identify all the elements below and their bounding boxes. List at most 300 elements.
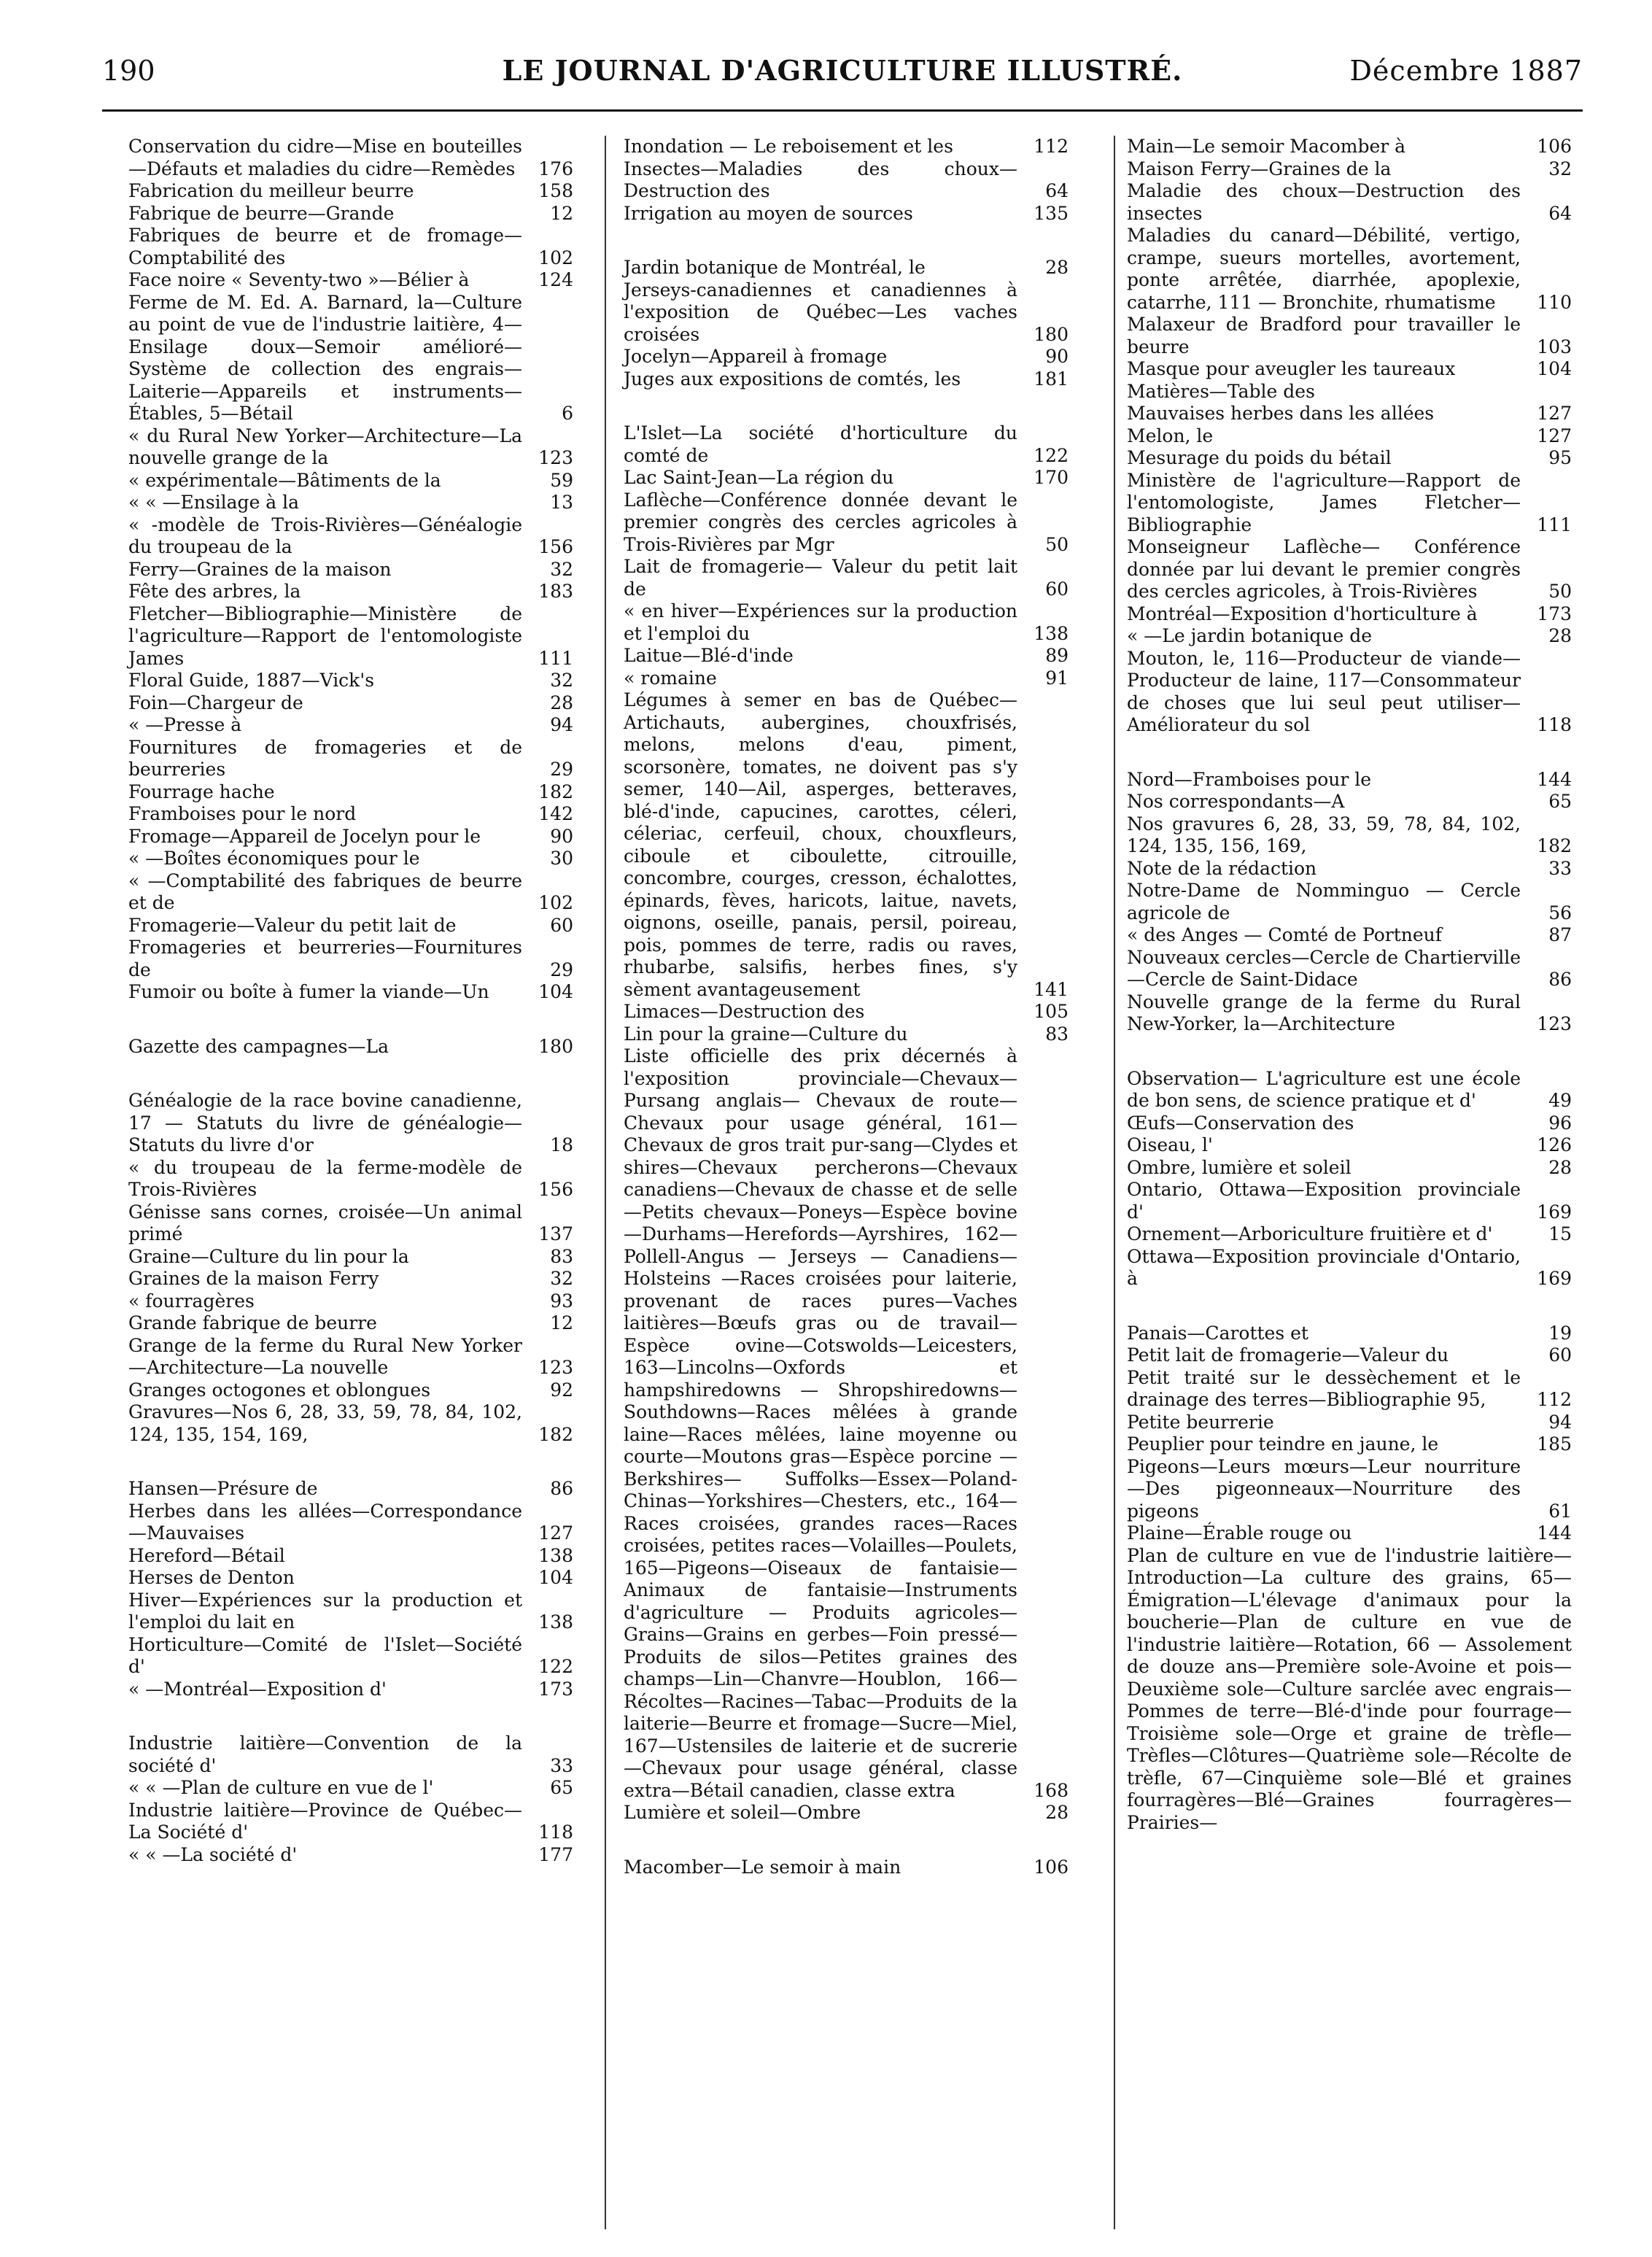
entry-page-number: 138 xyxy=(1029,623,1069,646)
entry-text: Insectes—Maladies des choux—Destruction des xyxy=(624,158,1017,201)
index-entry xyxy=(128,781,573,804)
entry-page-number: 64 xyxy=(1041,180,1069,203)
entry-page-number: 94 xyxy=(546,714,573,737)
entry-page-number: 182 xyxy=(534,1424,573,1447)
entry-text: Fabriques de beurre et de fromage—Comptabilité des xyxy=(128,225,522,268)
entry-page-number: 60 xyxy=(1544,1344,1572,1367)
entry-page-number: 176 xyxy=(534,158,573,181)
entry-text: Industrie laitière—Province de Québec—La Société d' xyxy=(128,1799,522,1843)
index-entry xyxy=(1127,1412,1572,1434)
entry-text: L'Islet—La société d'horticulture du comté de xyxy=(624,422,1017,466)
entry-text: Melon, le xyxy=(1127,425,1214,446)
entry-page-number: 33 xyxy=(546,1755,573,1778)
section-gap xyxy=(624,225,1069,257)
index-entry xyxy=(128,1590,573,1634)
index-entry xyxy=(128,292,573,425)
entry-page-number: 28 xyxy=(1544,1157,1572,1180)
entry-page-number: 19 xyxy=(1544,1323,1572,1345)
entry-text: Fromage—Appareil de Jocelyn pour le xyxy=(128,825,481,847)
index-entry xyxy=(624,136,1069,158)
entry-text: Ontario, Ottawa—Exposition provinciale d' xyxy=(1127,1179,1521,1223)
entry-text: Fête des arbres, la xyxy=(128,581,301,602)
index-entry xyxy=(128,470,573,492)
entry-text: « —Presse à xyxy=(128,714,242,735)
index-entry xyxy=(1127,1223,1572,1246)
entry-page-number: 126 xyxy=(1532,1134,1572,1157)
index-entry xyxy=(624,1045,1069,1802)
entry-text: Lait de fromagerie— Valeur du petit lait de xyxy=(624,556,1017,600)
index-entry xyxy=(128,915,573,937)
index-entry xyxy=(1127,603,1572,626)
entry-page-number: 86 xyxy=(1544,969,1572,991)
entry-text: Face noire « Seventy-two »—Bélier à xyxy=(128,269,470,290)
index-entry xyxy=(624,467,1069,489)
entry-page-number: 111 xyxy=(1532,514,1572,537)
index-entry xyxy=(624,368,1069,391)
index-entry xyxy=(128,1312,573,1335)
entry-text: « « —Plan de culture en vue de l' xyxy=(128,1777,434,1798)
entry-text: Granges octogones et oblongues xyxy=(128,1379,431,1401)
index-entry xyxy=(128,514,573,559)
entry-page-number: 32 xyxy=(546,1268,573,1290)
entry-text: Fromageries et beurreries—Fournitures de xyxy=(128,937,522,980)
index-entry xyxy=(1127,180,1572,225)
section-gap xyxy=(624,1824,1069,1857)
index-entry xyxy=(128,559,573,581)
index-entry xyxy=(128,670,573,692)
entry-page-number: 89 xyxy=(1041,645,1069,667)
index-entry xyxy=(1127,858,1572,880)
entry-text: Grange de la ferme du Rural New Yorker—Architecture—La nouvelle xyxy=(128,1334,522,1378)
entry-text: Notre-Dame de Nomminguo — Cercle agricole de xyxy=(1127,880,1521,924)
index-entry xyxy=(128,1733,573,1777)
entry-page-number: 122 xyxy=(534,1656,573,1679)
index-entry xyxy=(128,1634,573,1679)
index-entry xyxy=(128,1478,573,1501)
index-column-left xyxy=(128,136,573,1866)
index-entry xyxy=(624,158,1069,203)
index-entry xyxy=(128,981,573,1004)
entry-page-number: 93 xyxy=(546,1290,573,1313)
entry-text: Lin pour la graine—Culture du xyxy=(624,1023,908,1045)
index-entry xyxy=(1127,470,1572,537)
index-entry xyxy=(128,1545,573,1568)
section-gap xyxy=(128,1004,573,1036)
entry-page-number: 13 xyxy=(546,492,573,514)
index-entry xyxy=(128,1844,573,1867)
section-gap xyxy=(1127,1290,1572,1323)
entry-page-number: 65 xyxy=(546,1777,573,1800)
entry-page-number: 28 xyxy=(1544,625,1572,648)
index-entry xyxy=(128,1379,573,1402)
entry-text: Mesurage du poids du bétail xyxy=(1127,447,1392,468)
index-entry xyxy=(1127,769,1572,791)
entry-page-number: 183 xyxy=(534,581,573,603)
entry-text: Nord—Framboises pour le xyxy=(1127,768,1372,790)
section-gap xyxy=(128,1058,573,1090)
entry-text: Mouton, le, 116—Producteur de viande—Producteur de laine, 117—Consommateur de choses que lui seul peut utiliser—Améliorateur du sol xyxy=(1127,647,1521,735)
entry-page-number: 104 xyxy=(534,981,573,1004)
index-entry xyxy=(1127,136,1572,158)
index-entry xyxy=(624,645,1069,667)
index-entry xyxy=(128,1401,573,1446)
entry-text: Main—Le semoir Macomber à xyxy=(1127,136,1406,157)
index-entry xyxy=(128,1800,573,1844)
entry-text: Maladie des choux—Destruction des insectes xyxy=(1127,180,1521,224)
entry-page-number: 91 xyxy=(1041,667,1069,690)
entry-text: Peuplier pour teindre en jaune, le xyxy=(1127,1433,1439,1455)
entry-page-number: 32 xyxy=(546,559,573,581)
entry-page-number: 60 xyxy=(546,915,573,937)
column-divider xyxy=(1114,136,1115,2229)
index-entry xyxy=(128,1567,573,1590)
entry-text: Juges aux expositions de comtés, les xyxy=(624,368,961,390)
entry-page-number: 29 xyxy=(546,959,573,982)
entry-text: Herbes dans les allées—Correspondance—Mauvaises xyxy=(128,1500,522,1544)
entry-text: Œufs—Conservation des xyxy=(1127,1112,1354,1134)
index-entry xyxy=(128,1679,573,1701)
entry-text: Fabrique de beurre—Grande xyxy=(128,202,395,224)
index-entry xyxy=(128,1501,573,1545)
index-entry xyxy=(624,489,1069,557)
entry-text: Foin—Chargeur de xyxy=(128,692,303,713)
entry-page-number: 32 xyxy=(546,670,573,692)
entry-text: « du Rural New Yorker—Architecture—La nouvelle grange de la xyxy=(128,425,522,468)
entry-text: Plaine—Érable rouge ou xyxy=(1127,1522,1352,1544)
entry-text: Floral Guide, 1887—Vick's xyxy=(128,670,375,691)
index-entry xyxy=(128,937,573,981)
index-entry xyxy=(624,667,1069,690)
index-entry xyxy=(1127,447,1572,470)
entry-page-number: 15 xyxy=(1544,1223,1572,1246)
entry-page-number: 90 xyxy=(1041,346,1069,368)
entry-text: Jardin botanique de Montréal, le xyxy=(624,257,926,278)
entry-text: Jocelyn—Appareil à fromage xyxy=(624,346,888,367)
entry-text: Ferry—Graines de la maison xyxy=(128,558,392,580)
entry-text: Petit lait de fromagerie—Valeur du xyxy=(1127,1344,1449,1366)
entry-page-number: 106 xyxy=(1532,136,1572,158)
entry-page-number: 28 xyxy=(546,692,573,715)
entry-page-number: 168 xyxy=(1029,1780,1069,1803)
entry-text: Montréal—Exposition d'horticulture à xyxy=(1127,603,1478,624)
entry-text: Mauvaises herbes dans les allées xyxy=(1127,403,1435,424)
index-entry xyxy=(128,1157,573,1201)
entry-text: « —Le jardin botanique de xyxy=(1127,625,1372,646)
entry-text: Gravures—Nos 6, 28, 33, 59, 78, 84, 102, 124, 135, 154, 169, xyxy=(128,1401,522,1445)
entry-page-number: 124 xyxy=(534,269,573,292)
entry-page-number: 110 xyxy=(1532,292,1572,314)
entry-page-number: 61 xyxy=(1544,1501,1572,1523)
entry-page-number: 65 xyxy=(1544,791,1572,813)
entry-text: « fourragères xyxy=(128,1290,255,1312)
entry-text: Fournitures de fromageries et de beurreries xyxy=(128,736,522,780)
entry-page-number: 177 xyxy=(534,1844,573,1867)
entry-text: Malaxeur de Bradford pour travailler le beurre xyxy=(1127,314,1521,357)
entry-text: Note de la rédaction xyxy=(1127,857,1317,879)
entry-page-number: 158 xyxy=(534,180,573,203)
index-entry xyxy=(1127,991,1572,1036)
entry-text: Fumoir ou boîte à fumer la viande—Un xyxy=(128,981,489,1002)
entry-text: Plan de culture en vue de l'industrie laitière—Introduction—La culture des grains, 65—Émigration—L'élevage d'animaux pour la boucherie—Plan de culture en vue de l'industrie laitière—Rotation, 66 — Assolement de douze ans—Première sole-Avoine et pois—Deuxième sole—Culture sarclée avec engrais—Pommes de terre—Blé-d'inde pour fourrage—Troisième sole—Orge et graine de trèfle—Trèfles—Clôtures—Quatrième sole—Récolte de trèfle, 67—Cinquième sole—Blé et graines fourragères—Blé—Graines fourragères—Prairies— xyxy=(1127,1544,1572,1833)
index-entry xyxy=(1127,648,1572,737)
index-entry xyxy=(624,279,1069,347)
section-gap xyxy=(624,390,1069,422)
entry-text: Irrigation au moyen de sources xyxy=(624,202,913,224)
entry-text: Graines de la maison Ferry xyxy=(128,1268,379,1289)
index-entry xyxy=(624,1023,1069,1046)
entry-text: « —Boîtes économiques pour le xyxy=(128,848,420,869)
entry-text: Généalogie de la race bovine canadienne, 17 — Statuts du livre de généalogie—Statuts du livre d'or xyxy=(128,1090,522,1155)
entry-page-number: 138 xyxy=(534,1545,573,1568)
section-gap xyxy=(128,1700,573,1733)
entry-page-number: 122 xyxy=(1029,445,1069,468)
index-entry xyxy=(128,870,573,915)
page-number: 190 xyxy=(102,55,155,87)
index-entry xyxy=(1127,625,1572,648)
entry-page-number: 127 xyxy=(1532,403,1572,425)
entry-page-number: 118 xyxy=(534,1822,573,1844)
entry-text: Fourrage hache xyxy=(128,781,275,802)
entry-text: Nouveaux cercles—Cercle de Chartierville—Cercle de Saint-Didace xyxy=(1127,946,1521,990)
entry-page-number: 12 xyxy=(546,1312,573,1335)
entry-text: Horticulture—Comité de l'Islet—Société d' xyxy=(128,1633,522,1677)
page-header xyxy=(102,45,1583,96)
entry-page-number: 182 xyxy=(534,781,573,804)
entry-text: « —Montréal—Exposition d' xyxy=(128,1678,387,1700)
entry-text: Petite beurrerie xyxy=(1127,1411,1274,1433)
index-entry xyxy=(1127,1179,1572,1223)
index-entry xyxy=(1127,947,1572,991)
index-column-right xyxy=(1127,136,1572,1834)
entry-page-number: 137 xyxy=(534,1223,573,1246)
entry-text: Hiver—Expériences sur la production et l'emploi du lait en xyxy=(128,1589,522,1633)
entry-page-number: 56 xyxy=(1544,902,1572,925)
index-entry xyxy=(128,203,573,225)
index-entry xyxy=(128,269,573,292)
index-entry xyxy=(624,1802,1069,1824)
section-gap xyxy=(128,1446,573,1478)
entry-text: Lumière et soleil—Ombre xyxy=(624,1802,861,1823)
index-entry xyxy=(128,425,573,470)
entry-page-number: 156 xyxy=(534,536,573,559)
entry-text: Nos gravures 6, 28, 33, 59, 78, 84, 102, 124, 135, 156, 169, xyxy=(1127,813,1521,856)
index-entry xyxy=(624,1857,1069,1879)
entry-page-number: 127 xyxy=(1532,425,1572,448)
entry-text: Framboises pour le nord xyxy=(128,803,357,824)
entry-page-number: 181 xyxy=(1029,368,1069,391)
entry-page-number: 112 xyxy=(1532,1389,1572,1412)
entry-page-number: 102 xyxy=(534,247,573,270)
index-entry xyxy=(1127,381,1572,403)
entry-text: Laflèche—Conférence donnée devant le premier congrès des cercles agricoles à Trois-Rivières par Mgr xyxy=(624,489,1017,555)
column-divider xyxy=(605,136,606,2229)
index-entry xyxy=(1127,1367,1572,1412)
index-entry xyxy=(624,422,1069,467)
entry-text: Nouvelle grange de la ferme du Rural New-Yorker, la—Architecture xyxy=(1127,991,1521,1034)
entry-text: Ornement—Arboriculture fruitière et d' xyxy=(1127,1223,1493,1244)
entry-text: « des Anges — Comté de Portneuf xyxy=(1127,924,1443,945)
entry-text: « « —Ensilage à la xyxy=(128,492,300,513)
index-entry xyxy=(624,556,1069,600)
index-entry xyxy=(1127,791,1572,813)
entry-text: Légumes à semer en bas de Québec—Artichauts, aubergines, chouxfrisés, melons, melons d'eau, piment, scorsonère, tomates, ne doivent pas s'y semer, 140—Ail, asperges, betteraves, blé-d'inde, capucines, carottes, céleri, céleriac, cerfeuil, choux, chouxfleurs, ciboule et ciboulette, citrouille, concombre, courges, cresson, échalottes, épinards, fèves, haricots, laitue, navets, oignons, oseille, panais, persil, poireau, pois, pommes de terre, radis ou raves, rhubarbe, salsifis, herbes fines, s'y sèment avantageusement xyxy=(624,689,1017,1000)
index-entry xyxy=(128,826,573,848)
header-rule xyxy=(102,109,1583,112)
entry-page-number: 169 xyxy=(1532,1268,1572,1290)
index-entry xyxy=(1127,1157,1572,1180)
entry-text: Hansen—Présure de xyxy=(128,1478,318,1499)
entry-text: Grande fabrique de beurre xyxy=(128,1312,377,1333)
entry-page-number: 144 xyxy=(1532,1522,1572,1545)
entry-page-number: 135 xyxy=(1029,203,1069,225)
index-entry xyxy=(1127,536,1572,603)
entry-page-number: 49 xyxy=(1544,1090,1572,1112)
entry-text: Petit traité sur le dessèchement et le drainage des terres—Bibliographie 95, xyxy=(1127,1366,1521,1410)
entry-text: « en hiver—Expériences sur la production et l'emploi du xyxy=(624,600,1017,644)
entry-page-number: 6 xyxy=(557,403,573,425)
entry-text: Monseigneur Laflèche— Conférence donnée par lui devant le premier congrès des cercles agricoles, à Trois-Rivières xyxy=(1127,536,1521,602)
index-entry xyxy=(624,346,1069,368)
index-entry xyxy=(1127,1323,1572,1345)
entry-text: Limaces—Destruction des xyxy=(624,1001,865,1022)
entry-page-number: 18 xyxy=(546,1134,573,1157)
index-entry xyxy=(624,689,1069,1001)
entry-text: Conservation du cidre—Mise en bouteilles—Défauts et maladies du cidre—Remèdes xyxy=(128,136,522,179)
entry-page-number: 142 xyxy=(534,803,573,826)
entry-page-number: 33 xyxy=(1544,858,1572,880)
index-entry xyxy=(1127,1545,1572,1835)
entry-page-number: 29 xyxy=(546,759,573,781)
index-entry xyxy=(128,1201,573,1246)
entry-page-number: 112 xyxy=(1029,136,1069,158)
entry-page-number: 59 xyxy=(546,470,573,492)
index-entry xyxy=(128,803,573,826)
entry-page-number: 30 xyxy=(546,848,573,870)
entry-page-number: 169 xyxy=(1532,1201,1572,1224)
entry-text: Ottawa—Exposition provinciale d'Ontario, à xyxy=(1127,1245,1521,1289)
entry-text: « romaine xyxy=(624,667,717,689)
index-entry xyxy=(128,1090,573,1157)
entry-page-number: 105 xyxy=(1029,1001,1069,1023)
index-entry xyxy=(624,203,1069,225)
entry-page-number: 173 xyxy=(1532,603,1572,626)
index-column-middle xyxy=(624,136,1069,1878)
entry-page-number: 144 xyxy=(1532,769,1572,791)
entry-text: Ombre, lumière et soleil xyxy=(1127,1156,1352,1178)
entry-text: Ministère de l'agriculture—Rapport de l'entomologiste, James Fletcher—Bibliographie xyxy=(1127,469,1521,535)
entry-text: Masque pour aveugler les taureaux xyxy=(1127,358,1456,379)
entry-page-number: 96 xyxy=(1544,1112,1572,1135)
entry-text: « —Comptabilité des fabriques de beurre et de xyxy=(128,870,522,913)
index-entry xyxy=(128,1246,573,1269)
entry-page-number: 141 xyxy=(1029,979,1069,1002)
index-entry xyxy=(1127,425,1572,448)
index-entry xyxy=(128,1335,573,1379)
index-entry xyxy=(128,581,573,603)
entry-page-number: 50 xyxy=(1544,581,1572,603)
index-entry xyxy=(624,1001,1069,1023)
entry-page-number: 118 xyxy=(1532,714,1572,737)
entry-text: « -modèle de Trois-Rivières—Généalogie du troupeau de la xyxy=(128,514,522,557)
entry-page-number: 106 xyxy=(1029,1857,1069,1879)
index-entry xyxy=(128,848,573,870)
entry-page-number: 123 xyxy=(1532,1013,1572,1036)
entry-text: Matières—Table des xyxy=(1127,380,1315,402)
entry-page-number: 64 xyxy=(1544,203,1572,225)
entry-page-number: 94 xyxy=(1544,1412,1572,1434)
index-entry xyxy=(128,1036,573,1058)
entry-text: Lac Saint-Jean—La région du xyxy=(624,467,894,488)
index-entry xyxy=(1127,1433,1572,1456)
index-entry xyxy=(1127,158,1572,181)
entry-text: Maison Ferry—Graines de la xyxy=(1127,158,1392,179)
entry-page-number: 185 xyxy=(1532,1433,1572,1456)
entry-text: Herses de Denton xyxy=(128,1567,295,1588)
index-entry xyxy=(128,1290,573,1313)
entry-page-number: 138 xyxy=(534,1611,573,1634)
entry-page-number: 60 xyxy=(1041,578,1069,601)
index-entry xyxy=(1127,225,1572,314)
index-entry xyxy=(1127,1456,1572,1523)
index-entry xyxy=(128,492,573,514)
entry-page-number: 92 xyxy=(546,1379,573,1402)
index-entry xyxy=(1127,1344,1572,1367)
entry-text: Ferme de M. Ed. A. Barnard, la—Culture au point de vue de l'industrie laitière, 4—Ensilage doux—Semoir amélioré—Système de collection des engrais—Laiterie—Appareils et instruments—Étables, 5—Bétail xyxy=(128,291,522,424)
entry-page-number: 83 xyxy=(1041,1023,1069,1046)
entry-text: Génisse sans cornes, croisée—Un animal primé xyxy=(128,1201,522,1244)
entry-text: Macomber—Le semoir à main xyxy=(624,1856,901,1878)
index-entry xyxy=(128,737,573,781)
entry-text: « du troupeau de la ferme-modèle de Trois-Rivières xyxy=(128,1156,522,1200)
index-entry xyxy=(1127,1068,1572,1112)
entry-page-number: 173 xyxy=(534,1679,573,1701)
entry-page-number: 86 xyxy=(546,1478,573,1501)
entry-page-number: 170 xyxy=(1029,467,1069,489)
index-entry xyxy=(1127,1522,1572,1545)
entry-page-number: 180 xyxy=(1029,324,1069,347)
entry-page-number: 127 xyxy=(534,1522,573,1545)
index-entry xyxy=(1127,880,1572,924)
entry-page-number: 102 xyxy=(534,892,573,915)
entry-text: Fletcher—Bibliographie—Ministère de l'agriculture—Rapport de l'entomologiste James xyxy=(128,603,522,669)
index-entry xyxy=(624,600,1069,645)
entry-page-number: 28 xyxy=(1041,257,1069,279)
index-entry xyxy=(1127,1246,1572,1290)
entry-text: Laitue—Blé-d'inde xyxy=(624,645,794,666)
section-gap xyxy=(1127,737,1572,769)
entry-text: Industrie laitière—Convention de la société d' xyxy=(128,1733,522,1776)
entry-page-number: 83 xyxy=(546,1246,573,1269)
entry-text: « « —La société d' xyxy=(128,1843,298,1865)
index-entry xyxy=(1127,813,1572,858)
section-gap xyxy=(1127,1036,1572,1068)
index-entry xyxy=(128,1777,573,1800)
entry-text: Jerseys-canadiennes et canadiennes à l'exposition de Québec—Les vaches croisées xyxy=(624,279,1017,345)
entry-text: Inondation — Le reboisement et les xyxy=(624,136,953,157)
index-entry xyxy=(1127,358,1572,381)
entry-page-number: 50 xyxy=(1041,534,1069,557)
entry-text: Gazette des campagnes—La xyxy=(128,1035,389,1057)
entry-page-number: 90 xyxy=(546,826,573,848)
entry-text: Observation— L'agriculture est une école de bon sens, de science pratique et d' xyxy=(1127,1067,1521,1111)
index-entry xyxy=(1127,924,1572,947)
entry-text: Maladies du canard—Débilité, vertigo, crampe, sueurs mortelles, avortement, ponte arrêtée, diarrhée, apoplexie, catarrhe, 111 — Bronchite, rhumatisme xyxy=(1127,225,1521,313)
index-entry xyxy=(1127,1112,1572,1135)
index-entry xyxy=(128,692,573,715)
entry-page-number: 180 xyxy=(534,1036,573,1058)
index-entry xyxy=(128,603,573,670)
entry-page-number: 103 xyxy=(1532,336,1572,359)
